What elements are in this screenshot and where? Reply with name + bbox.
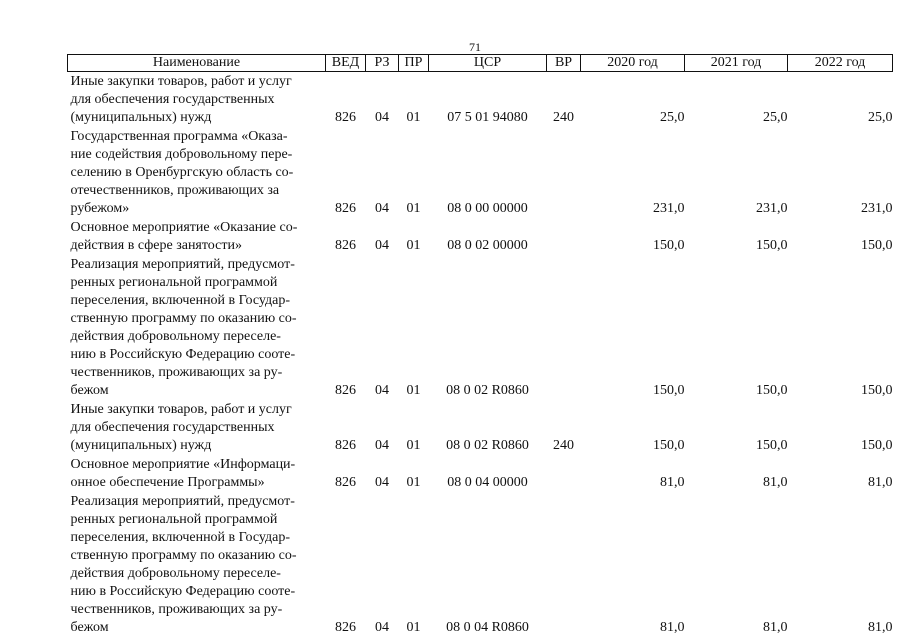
cell-2022: 150,0 — [861, 383, 893, 398]
name-line: ственную программу по оказанию со- — [70, 548, 297, 563]
cell-name — [68, 72, 326, 128]
name-line: (муниципальных) нужд — [70, 438, 212, 453]
cell-ved: 826 — [335, 475, 356, 490]
cell-csr: 08 0 02 R0860 — [446, 383, 529, 398]
cell-2022: 81,0 — [868, 620, 893, 635]
cell-vr — [547, 218, 581, 255]
cell-2020: 25,0 — [660, 110, 685, 125]
cell-vr: 240 — [553, 438, 574, 453]
header-csr: ЦСР — [429, 55, 547, 72]
cell-2020: 81,0 — [660, 475, 685, 490]
header-2022: 2022 год — [788, 55, 893, 72]
cell-pr: 01 — [406, 620, 421, 635]
budget-table — [67, 54, 893, 637]
cell-2021: 81,0 — [763, 620, 788, 635]
name-line: Реализация мероприятий, предусмот- — [70, 257, 295, 272]
cell-2020: 150,0 — [653, 383, 685, 398]
name-line: Иные закупки товаров, работ и услуг — [70, 402, 292, 417]
cell-name — [68, 255, 326, 400]
header-ved: ВЕД — [326, 55, 366, 72]
cell-name — [68, 218, 326, 255]
table-row — [68, 455, 893, 492]
name-line: Реализация мероприятий, предусмот- — [70, 494, 295, 509]
table-row — [68, 72, 893, 128]
cell-2022: 150,0 — [861, 238, 893, 253]
cell-csr: 08 0 02 R0860 — [446, 438, 529, 453]
name-line: Основное мероприятие «Оказание со- — [70, 220, 298, 235]
name-line: бежом — [70, 620, 109, 635]
cell-2021: 81,0 — [763, 475, 788, 490]
cell-vr — [547, 255, 581, 400]
cell-ved: 826 — [335, 201, 356, 216]
cell-pr: 01 — [406, 475, 421, 490]
cell-2021: 25,0 — [763, 110, 788, 125]
table-row — [68, 400, 893, 455]
header-name: Наименование — [68, 55, 326, 72]
name-line: Государственная программа «Оказа- — [70, 129, 288, 144]
cell-csr: 07 5 01 94080 — [447, 110, 528, 125]
cell-name — [68, 400, 326, 455]
name-line: Иные закупки товаров, работ и услуг — [70, 74, 292, 89]
cell-pr: 01 — [406, 238, 421, 253]
cell-rz: 04 — [375, 475, 389, 490]
header-rz: РЗ — [366, 55, 399, 72]
cell-rz: 04 — [375, 620, 389, 635]
header-row — [68, 55, 893, 72]
cell-csr: 08 0 02 00000 — [447, 238, 528, 253]
header-vr: ВР — [547, 55, 581, 72]
table-row — [68, 255, 893, 400]
cell-name — [68, 127, 326, 218]
cell-ved: 826 — [335, 238, 356, 253]
cell-pr: 01 — [406, 201, 421, 216]
header-2021: 2021 год — [685, 55, 788, 72]
name-line: онное обеспечение Программы» — [70, 475, 265, 490]
cell-rz: 04 — [375, 201, 389, 216]
cell-name — [68, 492, 326, 637]
name-line: нию в Российскую Федерацию соотe- — [70, 347, 296, 362]
cell-csr: 08 0 00 00000 — [447, 201, 528, 216]
table-row — [68, 492, 893, 637]
header-2020: 2020 год — [581, 55, 685, 72]
name-line: чественников, проживающих за ру- — [70, 602, 283, 617]
name-line: действия в сфере занятости» — [70, 238, 242, 253]
name-line: рубежом» — [70, 201, 130, 216]
name-line: ственную программу по оказанию со- — [70, 311, 297, 326]
header-pr: ПР — [399, 55, 429, 72]
cell-2020: 81,0 — [660, 620, 685, 635]
name-line: для обеспечения государственных — [70, 420, 275, 435]
table-row — [68, 218, 893, 255]
cell-vr: 240 — [553, 110, 574, 125]
cell-rz: 04 — [375, 383, 389, 398]
name-line: нию в Российскую Федерацию соотe- — [70, 584, 296, 599]
cell-2020: 150,0 — [653, 438, 685, 453]
cell-2022: 231,0 — [861, 201, 893, 216]
cell-vr — [547, 127, 581, 218]
table-body — [68, 72, 893, 638]
cell-2022: 81,0 — [868, 475, 893, 490]
name-line: переселения, включенной в Государ- — [70, 293, 291, 308]
cell-2021: 150,0 — [756, 383, 788, 398]
cell-rz: 04 — [375, 438, 389, 453]
cell-ved: 826 — [335, 438, 356, 453]
cell-rz: 04 — [375, 110, 389, 125]
cell-vr — [547, 492, 581, 637]
name-line: селению в Оренбургскую область со- — [70, 165, 294, 180]
cell-2020: 231,0 — [653, 201, 685, 216]
cell-pr: 01 — [406, 438, 421, 453]
name-line: ренных региональной программой — [70, 275, 278, 290]
name-line: Основное мероприятие «Информаци- — [70, 457, 296, 472]
name-line: ренных региональной программой — [70, 512, 278, 527]
cell-2022: 150,0 — [861, 438, 893, 453]
name-line: (муниципальных) нужд — [70, 110, 212, 125]
cell-2022: 25,0 — [868, 110, 893, 125]
cell-rz: 04 — [375, 238, 389, 253]
cell-ved: 826 — [335, 620, 356, 635]
cell-2021: 150,0 — [756, 238, 788, 253]
name-line: действия добровольному переселе- — [70, 566, 281, 581]
name-line: для обеспечения государственных — [70, 92, 275, 107]
cell-vr — [547, 455, 581, 492]
cell-pr: 01 — [406, 110, 421, 125]
name-line: ние содействия добровольному пере- — [70, 147, 293, 162]
page-number: 71 — [469, 40, 481, 54]
cell-csr: 08 0 04 R0860 — [446, 620, 529, 635]
name-line: отечественников, проживающих за — [70, 183, 280, 198]
cell-2021: 231,0 — [756, 201, 788, 216]
name-line: чественников, проживающих за ру- — [70, 365, 283, 380]
table-row — [68, 127, 893, 218]
table-header — [68, 55, 893, 72]
cell-name — [68, 455, 326, 492]
cell-2020: 150,0 — [653, 238, 685, 253]
cell-2021: 150,0 — [756, 438, 788, 453]
cell-pr: 01 — [406, 383, 421, 398]
cell-ved: 826 — [335, 110, 356, 125]
cell-csr: 08 0 04 00000 — [447, 475, 528, 490]
cell-ved: 826 — [335, 383, 356, 398]
name-line: действия добровольному переселе- — [70, 329, 281, 344]
name-line: бежом — [70, 383, 109, 398]
name-line: переселения, включенной в Государ- — [70, 530, 291, 545]
